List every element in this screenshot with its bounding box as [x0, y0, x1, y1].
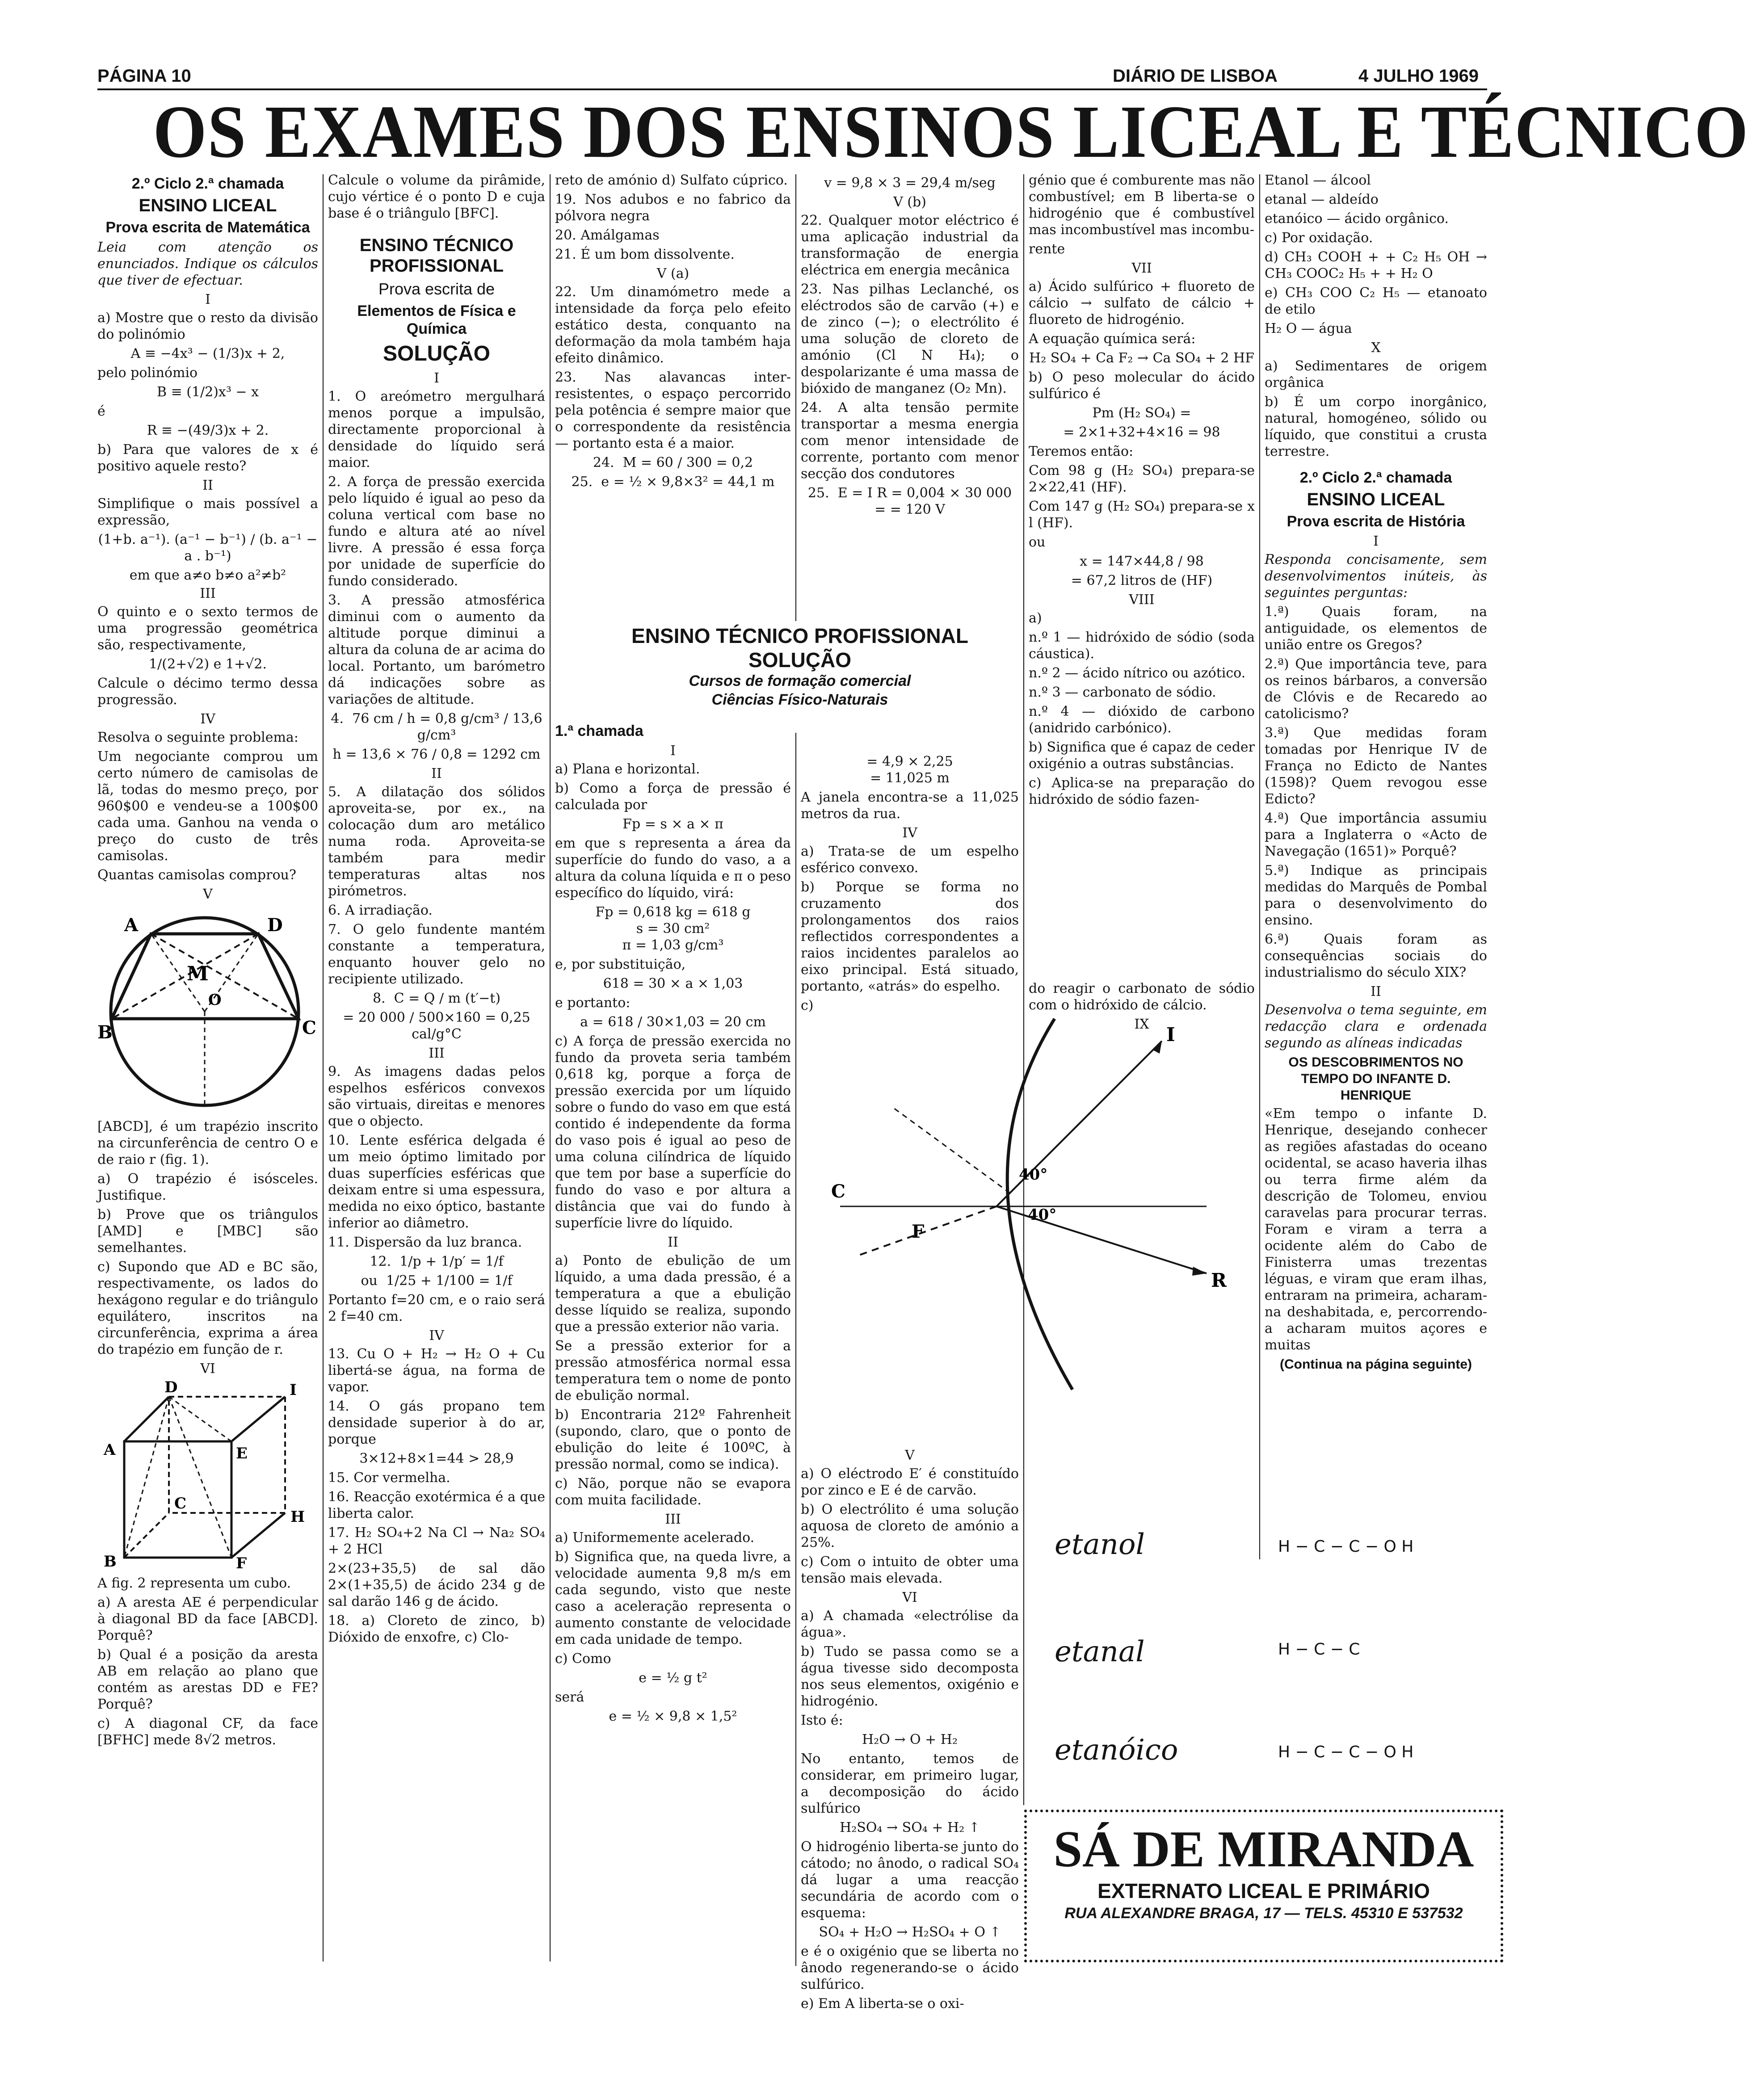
formula: h = 13,6 × 76 / 0,8 = 1292 cm — [332, 747, 541, 762]
formula: = 67,2 litros de (HF) — [1071, 573, 1213, 588]
section-heading: ENSINO TÉCNICO PROFISSIONAL — [631, 624, 968, 647]
paragraph: a) Ponto de ebulição de um líquido, a uma dada pressão, é a temperatura a que a ebulição desse líquido se realiza, supondo que a pressão exterior não varia. — [555, 1253, 791, 1335]
formula: 12. 1/p + 1/p′ = 1/f — [370, 1254, 504, 1269]
fig2-label-i: I — [290, 1381, 297, 1399]
paragraph: a) A aresta AE é perpendicular à diagonal BD da face [ABCD]. Porquê? — [97, 1595, 318, 1643]
column-physics-part-v — [555, 172, 791, 619]
paragraph: 22. Um dinamómetro mede a intensidade da força pelo efeito estático desta, conquanto na deformação da mola também haja efeito dinâmico. — [555, 284, 791, 366]
ad-address: RUA ALEXANDRE BRAGA, 17 — TELS. 45310 E 537532 — [1064, 1905, 1463, 1922]
question-number: IV — [200, 711, 215, 727]
paragraph: a) A chamada «electrólise da água». — [801, 1608, 1019, 1640]
paragraph: 20. Amálgamas — [555, 227, 660, 243]
paragraph: 23. Nas pilhas Leclanché, os eléctrodos são de carvão (+) e de zinco (−); o electrólito é uma solução de cloreto de amónio (Cl N H₄); o despolarizante é uma massa de bióxido de manganez (O₂ Mn). — [801, 281, 1019, 396]
instructions: Leia com atenção os enunciados. Indique os cálculos que tiver de efectuar. — [97, 239, 318, 288]
question-number: IV — [429, 1328, 444, 1344]
paragraph: b) Como a força de pressão é calculada por — [555, 781, 791, 813]
paragraph: etanal — aldeído — [1265, 192, 1379, 207]
formula: H₂SO₄ → SO₄ + H₂ ↑ — [840, 1820, 980, 1835]
formula: SO₄ + H₂O → H₂SO₄ + O ↑ — [819, 1924, 1001, 1940]
paragraph: H₂ O — água — [1265, 321, 1352, 336]
paragraph: 6.ª) Quais foram as consequências sociais do industrialismo do século XIX? — [1265, 932, 1487, 980]
instructions: Desenvolva o tema seguinte, em redacção clara e ordenada segundo as alíneas indicadas — [1265, 1002, 1487, 1051]
call-heading: 1.ª chamada — [555, 722, 643, 739]
paragraph: a) Ácido sulfúrico + fluoreto de cálcio → sulfato de cálcio + fluoreto de hidrogénio. — [1029, 279, 1255, 328]
formula: 3×12+8×1=44 > 28,9 — [359, 1451, 514, 1466]
paragraph: Com 98 g (H₂ SO₄) prepara-se 2×22,41 (HF). — [1029, 463, 1255, 495]
fig1-label-o: O — [208, 991, 222, 1009]
paragraph: 2.ª) Que importância teve, para os reinos bárbaros, a conversão de Clóvis e de Recaredo ao catolicismo? — [1265, 656, 1487, 722]
paragraph: a) Sedimentares de origem orgânica — [1265, 358, 1487, 391]
paragraph: e é o oxigénio que se liberta no ânodo regenerando-se o ácido sulfúrico. — [801, 1944, 1019, 1992]
course-heading: Cursos de formação comercial — [689, 672, 911, 689]
subject-heading: Ciências Físico-Naturais — [711, 691, 888, 708]
formula: e = ½ g t² — [639, 1670, 707, 1686]
solution-heading: SOLUÇÃO — [748, 648, 851, 672]
paragraph: Portanto f=20 cm, e o raio será 2 f=40 cm. — [328, 1292, 545, 1324]
paragraph: A janela encontra-se a 11,025 metros da rua. — [801, 790, 1019, 822]
fig2-label-e: E — [236, 1445, 248, 1462]
paragraph: Simplifique o mais possível a expressão, — [97, 496, 318, 528]
handwritten-etanal: etanal — [1055, 1635, 1145, 1668]
paragraph: e) CH₃ COO C₂ H₅ — etanoato de etilo — [1265, 285, 1487, 317]
question-number: III — [665, 1512, 681, 1527]
question-number: VI — [902, 1590, 917, 1605]
paragraph: [ABCD], é um trapézio inscrito na circunferência de centro O e de raio r (fig. 1). — [97, 1119, 318, 1168]
paragraph: b) O peso molecular do ácido sulfúrico é — [1029, 370, 1255, 402]
paragraph: 15. Cor vermelha. — [328, 1470, 450, 1486]
paragraph: c) Como — [555, 1651, 611, 1667]
paragraph: No entanto, temos de considerar, em primeiro lugar, a decomposição do ácido sulfúrico — [801, 1751, 1019, 1816]
paragraph: c) A força de pressão exercida no fundo da proveta seria também 0,618 kg, porque a força de pressão exercida por um líquido sobre o fundo do vaso em que está contido é independente da forma do vaso pois é igual ao peso de uma coluna cilíndrica de líquido que tem por base a superfície do fundo do vaso e por altura a distância que vai do fundo à superfície livre do líquido. — [555, 1033, 791, 1231]
paragraph: b) Porque se forma no cruzamento dos prolongamentos dos raios reflectidos correspondentes a raios incidentes paralelos ao eixo principal. Está situado, portanto, «atrás» do espelho. — [801, 879, 1019, 994]
figure-2-cube — [97, 1379, 318, 1571]
paragraph: 3.ª) Que medidas foram tomadas por Henrique IV de França no Edicto de Nantes (1598)? Quem revogou esse Edicto? — [1265, 725, 1487, 807]
paragraph: pelo polinómio — [97, 365, 198, 381]
fig1-label-c: C — [302, 1017, 316, 1038]
question-number: VIII — [1129, 592, 1155, 608]
formula: 24. M = 60 / 300 = 0,2 — [593, 455, 753, 470]
page-headline: OS EXAMES DOS ENSINOS LICEAL E TÉCNICO — [153, 90, 1749, 173]
paragraph: a) Trata-se de um espelho esférico convexo. — [801, 844, 1019, 876]
column-divider — [795, 174, 796, 621]
paragraph: em que a≠o b≠o a²≠b² — [129, 567, 286, 583]
section-heading: ENSINO LICEAL — [139, 196, 277, 215]
paragraph: d) CH₃ COOH + + C₂ H₅ OH → CH₃ COOC₂ H₅ + + H₂ O — [1265, 249, 1487, 281]
question-number: II — [202, 478, 213, 493]
cycle-heading: 2.º Ciclo 2.ª chamada — [131, 175, 284, 192]
question-number: III — [429, 1046, 445, 1061]
question-number: IX — [1134, 1016, 1149, 1032]
paragraph: Quantas camisolas comprou? — [97, 867, 296, 883]
paragraph: 23. Nas alavancas inter-resistentes, o espaço percorrido pela potência é sempre maior que o correspondente da resistência — portanto esta é a maior. — [555, 370, 791, 451]
paragraph: rente — [1029, 241, 1065, 257]
paragraph: ou — [1029, 534, 1046, 550]
cycle-heading: 2.º Ciclo 2.ª chamada — [1299, 469, 1452, 486]
column-physics-chemistry — [328, 172, 545, 1964]
issue-date: 4 JULHO 1969 — [1358, 66, 1479, 86]
center-label-c: C — [831, 1181, 845, 1202]
paragraph: etanóico — ácido orgânico. — [1265, 211, 1449, 227]
paragraph: b) Prove que os triângulos [AMD] e [MBC] são semelhantes. — [97, 1207, 318, 1256]
formula: Fp = s × a × π — [622, 816, 723, 832]
paragraph: n.º 4 — dióxido de carbono (anidrido carbónico). — [1029, 704, 1255, 736]
paragraph: a) O trapézio é isósceles. Justifique. — [97, 1171, 318, 1203]
formula: a = 618 / 30×1,03 = 20 cm — [580, 1014, 766, 1030]
paragraph: a) Mostre que o resto da divisão do polinómio — [97, 310, 318, 342]
paragraph: b) O electrólito é uma solução aquosa de cloreto de amónio a 25%. — [801, 1502, 1019, 1550]
formula: (1+b. a⁻¹). (a⁻¹ − b⁻¹) / (b. a⁻¹ − a . b⁻¹) — [98, 532, 322, 564]
handwritten-etanol: etanol — [1055, 1528, 1145, 1561]
formula: x = 147×44,8 / 98 — [1080, 554, 1204, 569]
formula: H₂ SO₄ + Ca F₂ → Ca SO₄ + 2 HF — [1029, 350, 1254, 366]
paragraph: a) Plana e horizontal. — [555, 761, 700, 777]
paragraph: é — [97, 403, 105, 419]
formula: B ≡ (1/2)x³ − x — [156, 384, 259, 400]
column-divider — [1023, 174, 1024, 1805]
question-number: I — [670, 743, 676, 759]
angle-label-incidence: 40° — [1019, 1166, 1048, 1184]
paragraph: b) Encontraria 212º Fahrenheit (supondo, claro, que o ponto de ebulição do leite é 100ºC, à pressão normal, como se indica). — [555, 1407, 791, 1472]
paragraph: Com 147 g (H₂ SO₄) prepara-se x l (HF). — [1029, 499, 1255, 531]
paragraph: O hidrogénio liberta-se junto do cátodo; no ânodo, o radical SO₄ dá lugar a uma reacção secundária de acordo com o esquema: — [801, 1839, 1019, 1921]
instructions: Responda concisamente, sem desenvolvimentos inúteis, às seguintes perguntas: — [1265, 552, 1487, 601]
column-divider — [550, 174, 551, 1961]
fig2-label-c: C — [174, 1495, 187, 1512]
paragraph: c) Com o intuito de obter uma tensão mais elevada. — [801, 1554, 1019, 1586]
advertisement-sa-de-miranda — [1024, 1810, 1503, 1962]
paragraph: c) Supondo que AD e BC são, respectivamente, os lados do hexágono regular e do triângulo equilátero, inscritos na circunferência, exprima a área do trapézio em função de r. — [97, 1259, 318, 1357]
paragraph: 13. Cu O + H₂ → H₂ O + Cu libertá-se água, na forma de vapor. — [328, 1346, 545, 1395]
paragraph: 2×(23+35,5) de sal dão 2×(1+35,5) de ácido 234 g de sal darão 146 g de ácido. — [328, 1561, 545, 1609]
paragraph: será — [555, 1689, 584, 1705]
question-number: V (a) — [656, 266, 690, 281]
paragraph: Um negociante comprou um certo número de camisolas de lã, todas do mesmo preço, por 960$00 e vendeu-se a 100$00 cada uma. Ganhou na venda o preço do custo de três camisolas. — [97, 749, 318, 864]
paragraph: 17. H₂ SO₄+2 Na Cl → Na₂ SO₄ + 2 HCl — [328, 1525, 545, 1557]
formula: v = 9,8 × 3 = 29,4 m/seg — [824, 175, 996, 191]
paragraph: A equação química será: — [1029, 331, 1196, 347]
formula: 4. 76 cm / h = 0,8 g/cm³ / 13,6 g/cm³ — [331, 711, 547, 743]
paragraph: 10. Lente esférica delgada é um meio óptimo limitado por duas superfícies esféricas que deixam entre si uma espessura, medida no eixo óptico, bastante inferior ao diâmetro. — [328, 1133, 545, 1231]
paragraph: 1.ª) Quais foram, na antiguidade, os elementos de união entre os Gregos? — [1265, 604, 1487, 653]
subject-heading: Prova escrita de Matemática — [105, 219, 310, 236]
paragraph: b) Tudo se passa como se a água tivesse sido decomposta nos seus elementos, oxigénio e hidrogénio. — [801, 1644, 1019, 1709]
paragraph: 2. A força de pressão exercida pelo líquido é igual ao peso da coluna vertical com base no fundo e altura até ao nível livre. A pressão é essa força por unidade de superfície do fundo considerado. — [328, 474, 545, 589]
ray-label-i: I — [1166, 1024, 1175, 1046]
formula: ou 1/25 + 1/100 = 1/f — [361, 1273, 513, 1289]
focus-label-f: F — [912, 1221, 925, 1242]
formula: e = ½ × 9,8 × 1,5² — [609, 1709, 737, 1724]
fig2-label-f: F — [236, 1554, 247, 1572]
formula: = 4,9 × 2,25 = 11,025 m — [866, 754, 953, 786]
paragraph: n.º 2 — ácido nítrico ou azótico. — [1029, 665, 1246, 681]
formula: A ≡ −4x³ − (1/3)x + 2, — [130, 346, 285, 361]
ad-subtitle: EXTERNATO LICEAL E PRIMÁRIO — [1097, 1879, 1430, 1903]
paragraph: a) O eléctrodo E′ é constituído por zinco e E é de carvão. — [801, 1466, 1019, 1498]
column-physics-part-vb — [801, 172, 1019, 619]
paragraph: c) Aplica-se na preparação do hidróxido de sódio fazen- — [1029, 775, 1255, 807]
handwritten-etanoico: etanóico — [1055, 1734, 1178, 1767]
paragraph: 7. O gelo fundente mantém constante a temperatura, enquanto houver gelo no recipiente utilizado. — [328, 922, 545, 987]
paragraph: 4.ª) Que importância assumiu para a Inglaterra o «Acto de Navegação (1651)» Porquê? — [1265, 811, 1487, 859]
paragraph: reto de amónio d) Sulfato cúprico. — [555, 172, 788, 188]
paragraph: «Em tempo o infante D. Henrique, desejando conhecer as regiões afastadas do oceano ocidental, se acaso haveria ilhas ou terra firme além da descrição de Tolomeu, enviou caravelas para procurar terras. Foram e viram a terra a ocidente além do Cabo de Finisterra umas trezentas léguas, e viram que eram ilhas, entraram na primeira, acharam-na deshabitada, e, percorrendo-a acharam muitos açores e muitas — [1265, 1106, 1487, 1353]
question-number: IV — [902, 825, 917, 841]
paragraph: b) Qual é a posição da aresta AB em relação ao plano que contém as arestas DD e FE? Porquê? — [97, 1647, 318, 1712]
paragraph: 21. É um bom dissolvente. — [555, 247, 735, 262]
question-number: VII — [1131, 260, 1152, 276]
formula: = 20 000 / 500×160 = 0,25 cal/g°C — [343, 1010, 535, 1042]
paragraph: 11. Dispersão da luz branca. — [328, 1235, 522, 1250]
column-chemistry — [1029, 172, 1255, 1512]
paragraph: c) A diagonal CF, da face [BFHC] mede 8√2 metros. — [97, 1716, 318, 1748]
paragraph: Etanol — álcool — [1265, 172, 1371, 188]
fig2-label-h: H — [290, 1508, 305, 1526]
paragraph: 5. A dilatação dos sólidos aproveita-se, por ex., na colocação dum aro metálico numa roda. Aproveita-se também para medir temperaturas altas nos pirómetros. — [328, 784, 545, 899]
paragraph: 19. Nos adubos e no fabrico da pólvora negra — [555, 192, 791, 224]
column-mathematics — [97, 172, 322, 1964]
paragraph: Isto é: — [801, 1713, 843, 1728]
column-natural-sciences — [555, 719, 791, 1966]
paragraph: Calcule o volume da pirâmide, cujo vértice é o ponto D e cuja base é o triângulo [BFC]. — [328, 172, 545, 221]
fig1-label-a: A — [124, 915, 139, 936]
paragraph: O quinto e o sexto termos de uma progressão geométrica são, respectivamente, — [97, 604, 318, 653]
subject-prefix: Prova escrita de — [378, 280, 495, 298]
section-heading: ENSINO LICEAL — [1307, 490, 1445, 509]
paragraph: do reagir o carbonato de sódio com o hidróxido de cálcio. — [1029, 981, 1255, 1013]
solution-heading: SOLUÇÃO — [383, 342, 490, 365]
fig1-label-b: B — [97, 1022, 113, 1043]
paragraph: 18. a) Cloreto de zinco, b) Dióxido de enxofre, c) Clo- — [328, 1613, 545, 1645]
paragraph: a) Uniformemente acelerado. — [555, 1530, 755, 1546]
paragraph: c) — [801, 998, 814, 1013]
formula: 25. e = ½ × 9,8×3² = 44,1 m — [571, 474, 775, 490]
formula: 8. C = Q / m (t′−t) — [372, 991, 501, 1006]
essay-title: OS DESCOBRIMENTOS NO TEMPO DO INFANTE D. HENRIQUE — [1288, 1055, 1463, 1103]
structural-formula-etanol: H − C − C − O H — [1278, 1537, 1414, 1556]
paragraph: 24. A alta tensão permite transportar a mesma energia com menor intensidade de corrente, portanto com menor secção dos condutores — [801, 400, 1019, 482]
paragraph: b) Para que valores de x é positivo aquele resto? — [97, 442, 318, 474]
structural-formula-etanal: H − C − C — [1278, 1640, 1360, 1659]
paragraph: 9. As imagens dadas pelos espelhos esféricos convexos são virtuais, direitas e menores que o objecto. — [328, 1064, 545, 1129]
paragraph: e) Em A liberta-se o oxi- — [801, 1996, 964, 2012]
formula: 618 = 30 × a × 1,03 — [603, 976, 743, 991]
paragraph: b) Significa que é capaz de ceder oxigénio a outras substâncias. — [1029, 739, 1255, 772]
newspaper-name: DIÁRIO DE LISBOA — [1113, 66, 1278, 86]
paragraph: n.º 1 — hidróxido de sódio (soda cáustica). — [1029, 630, 1255, 662]
commercial-course-heading — [572, 623, 1028, 709]
formula: 25. E = I R = 0,004 × 30 000 = = 120 V — [807, 485, 1016, 517]
formula: H₂O → O + H₂ — [862, 1732, 958, 1747]
angle-label-reflection: 40° — [1028, 1206, 1057, 1224]
paragraph: b) É um corpo inorgânico, natural, homogéneo, sólido ou líquido, que constitui a crusta terrestre. — [1265, 394, 1487, 459]
question-number: V — [203, 886, 213, 902]
formula: Pm (H₂ SO₄) = — [1092, 405, 1191, 421]
spacer — [1029, 811, 1255, 980]
paragraph: e, por substituição, — [555, 957, 686, 972]
column-history — [1265, 172, 1487, 1504]
paragraph: 3. A pressão atmosférica diminui com o aumento da altitude porque diminui a altura da coluna de ar acima do local. Portanto, um barómetro dá indicações sobre as variações de altitude. — [328, 592, 545, 707]
paragraph: e portanto: — [555, 995, 631, 1011]
question-number: X — [1371, 340, 1381, 356]
question-number: II — [431, 766, 442, 781]
column-divider — [323, 174, 324, 1961]
paragraph: 22. Qualquer motor eléctrico é uma aplicação industrial da transformação de energia eléctrica em energia mecânica — [801, 213, 1019, 278]
question-number: I — [1373, 533, 1379, 549]
paragraph: b) Significa que, na queda livre, a velocidade aumenta 9,8 m/s em cada segundo, visto que neste caso a aceleração representa o aumento constante de velocidade em cada unidade de tempo. — [555, 1549, 791, 1647]
paragraph: 16. Reacção exotérmica é a que liberta calor. — [328, 1489, 545, 1521]
paragraph: Teremos então: — [1029, 444, 1134, 459]
paragraph: 14. O gás propano tem densidade superior à do ar, porque — [328, 1399, 545, 1447]
question-number: III — [200, 586, 216, 601]
question-number: II — [668, 1235, 678, 1250]
question-number: VI — [200, 1361, 215, 1377]
question-number: V — [905, 1448, 915, 1463]
fig2-label-a: A — [104, 1441, 116, 1459]
ray-label-r: R — [1211, 1269, 1227, 1291]
paragraph: Calcule o décimo termo dessa progressão. — [97, 676, 318, 708]
subject-heading: Prova escrita de História — [1287, 513, 1465, 530]
ad-title: SÁ DE MIRANDA — [1053, 1821, 1474, 1878]
page-number: PÁGINA 10 — [97, 66, 191, 86]
paragraph: Resolva o seguinte problema: — [97, 730, 299, 745]
formula: Fp = 0,618 kg = 618 g s = 30 cm² π = 1,03 g/cm³ — [595, 904, 751, 953]
question-number: II — [1371, 984, 1381, 1000]
column-divider — [795, 733, 796, 1966]
paragraph: 6. A irradiação. — [328, 903, 433, 918]
fig2-label-d: D — [164, 1378, 178, 1396]
structural-formula-etanoico: H − C − C − O H — [1278, 1743, 1414, 1761]
paragraph: A fig. 2 representa um cubo. — [97, 1575, 291, 1591]
fig1-label-d: D — [267, 915, 283, 936]
paragraph: n.º 3 — carbonato de sódio. — [1029, 685, 1216, 700]
paragraph: c) Não, porque não se evapora com muita facilidade. — [555, 1476, 791, 1508]
question-number: I — [205, 292, 210, 307]
paragraph: 1. O areómetro mergulhará menos porque a impulsão, directamente proporcional à densidade do líquido será maior. — [328, 389, 545, 470]
section-heading: ENSINO TÉCNICO PROFISSIONAL — [359, 235, 514, 276]
question-number: I — [434, 370, 439, 386]
formula: = 2×1+32+4×16 = 98 — [1063, 424, 1220, 440]
paragraph: génio que é comburente mas não combustível; em B liberta-se o hidrogénio que é combustível mas incombustível mas incombu- — [1029, 172, 1255, 238]
question-number: V (b) — [893, 194, 926, 210]
paragraph: Se a pressão exterior for a pressão atmosférica normal essa temperatura tem o nome de ponto de ebulição normal. — [555, 1338, 791, 1403]
formula: 1/(2+√2) e 1+√2. — [149, 656, 267, 672]
paragraph: 5.ª) Indique as principais medidas do Marquês de Pombal para o desenvolvimento do ensino. — [1265, 863, 1487, 928]
paragraph: a) — [1029, 610, 1042, 626]
formula: R ≡ −(49/3)x + 2. — [147, 423, 269, 438]
subject-heading: Elementos de Física e Química — [357, 302, 516, 337]
fig2-label-b: B — [104, 1553, 117, 1571]
continuation-note: (Continua na página seguinte) — [1279, 1357, 1472, 1372]
paragraph: em que s representa a área da superfície do fundo do vaso, a a altura da coluna líquida e π o peso específico do líquido, virá: — [555, 836, 791, 901]
fig1-label-m: M — [187, 962, 209, 985]
figure-1-trapezium — [97, 904, 318, 1114]
paragraph: c) Por oxidação. — [1265, 230, 1373, 246]
